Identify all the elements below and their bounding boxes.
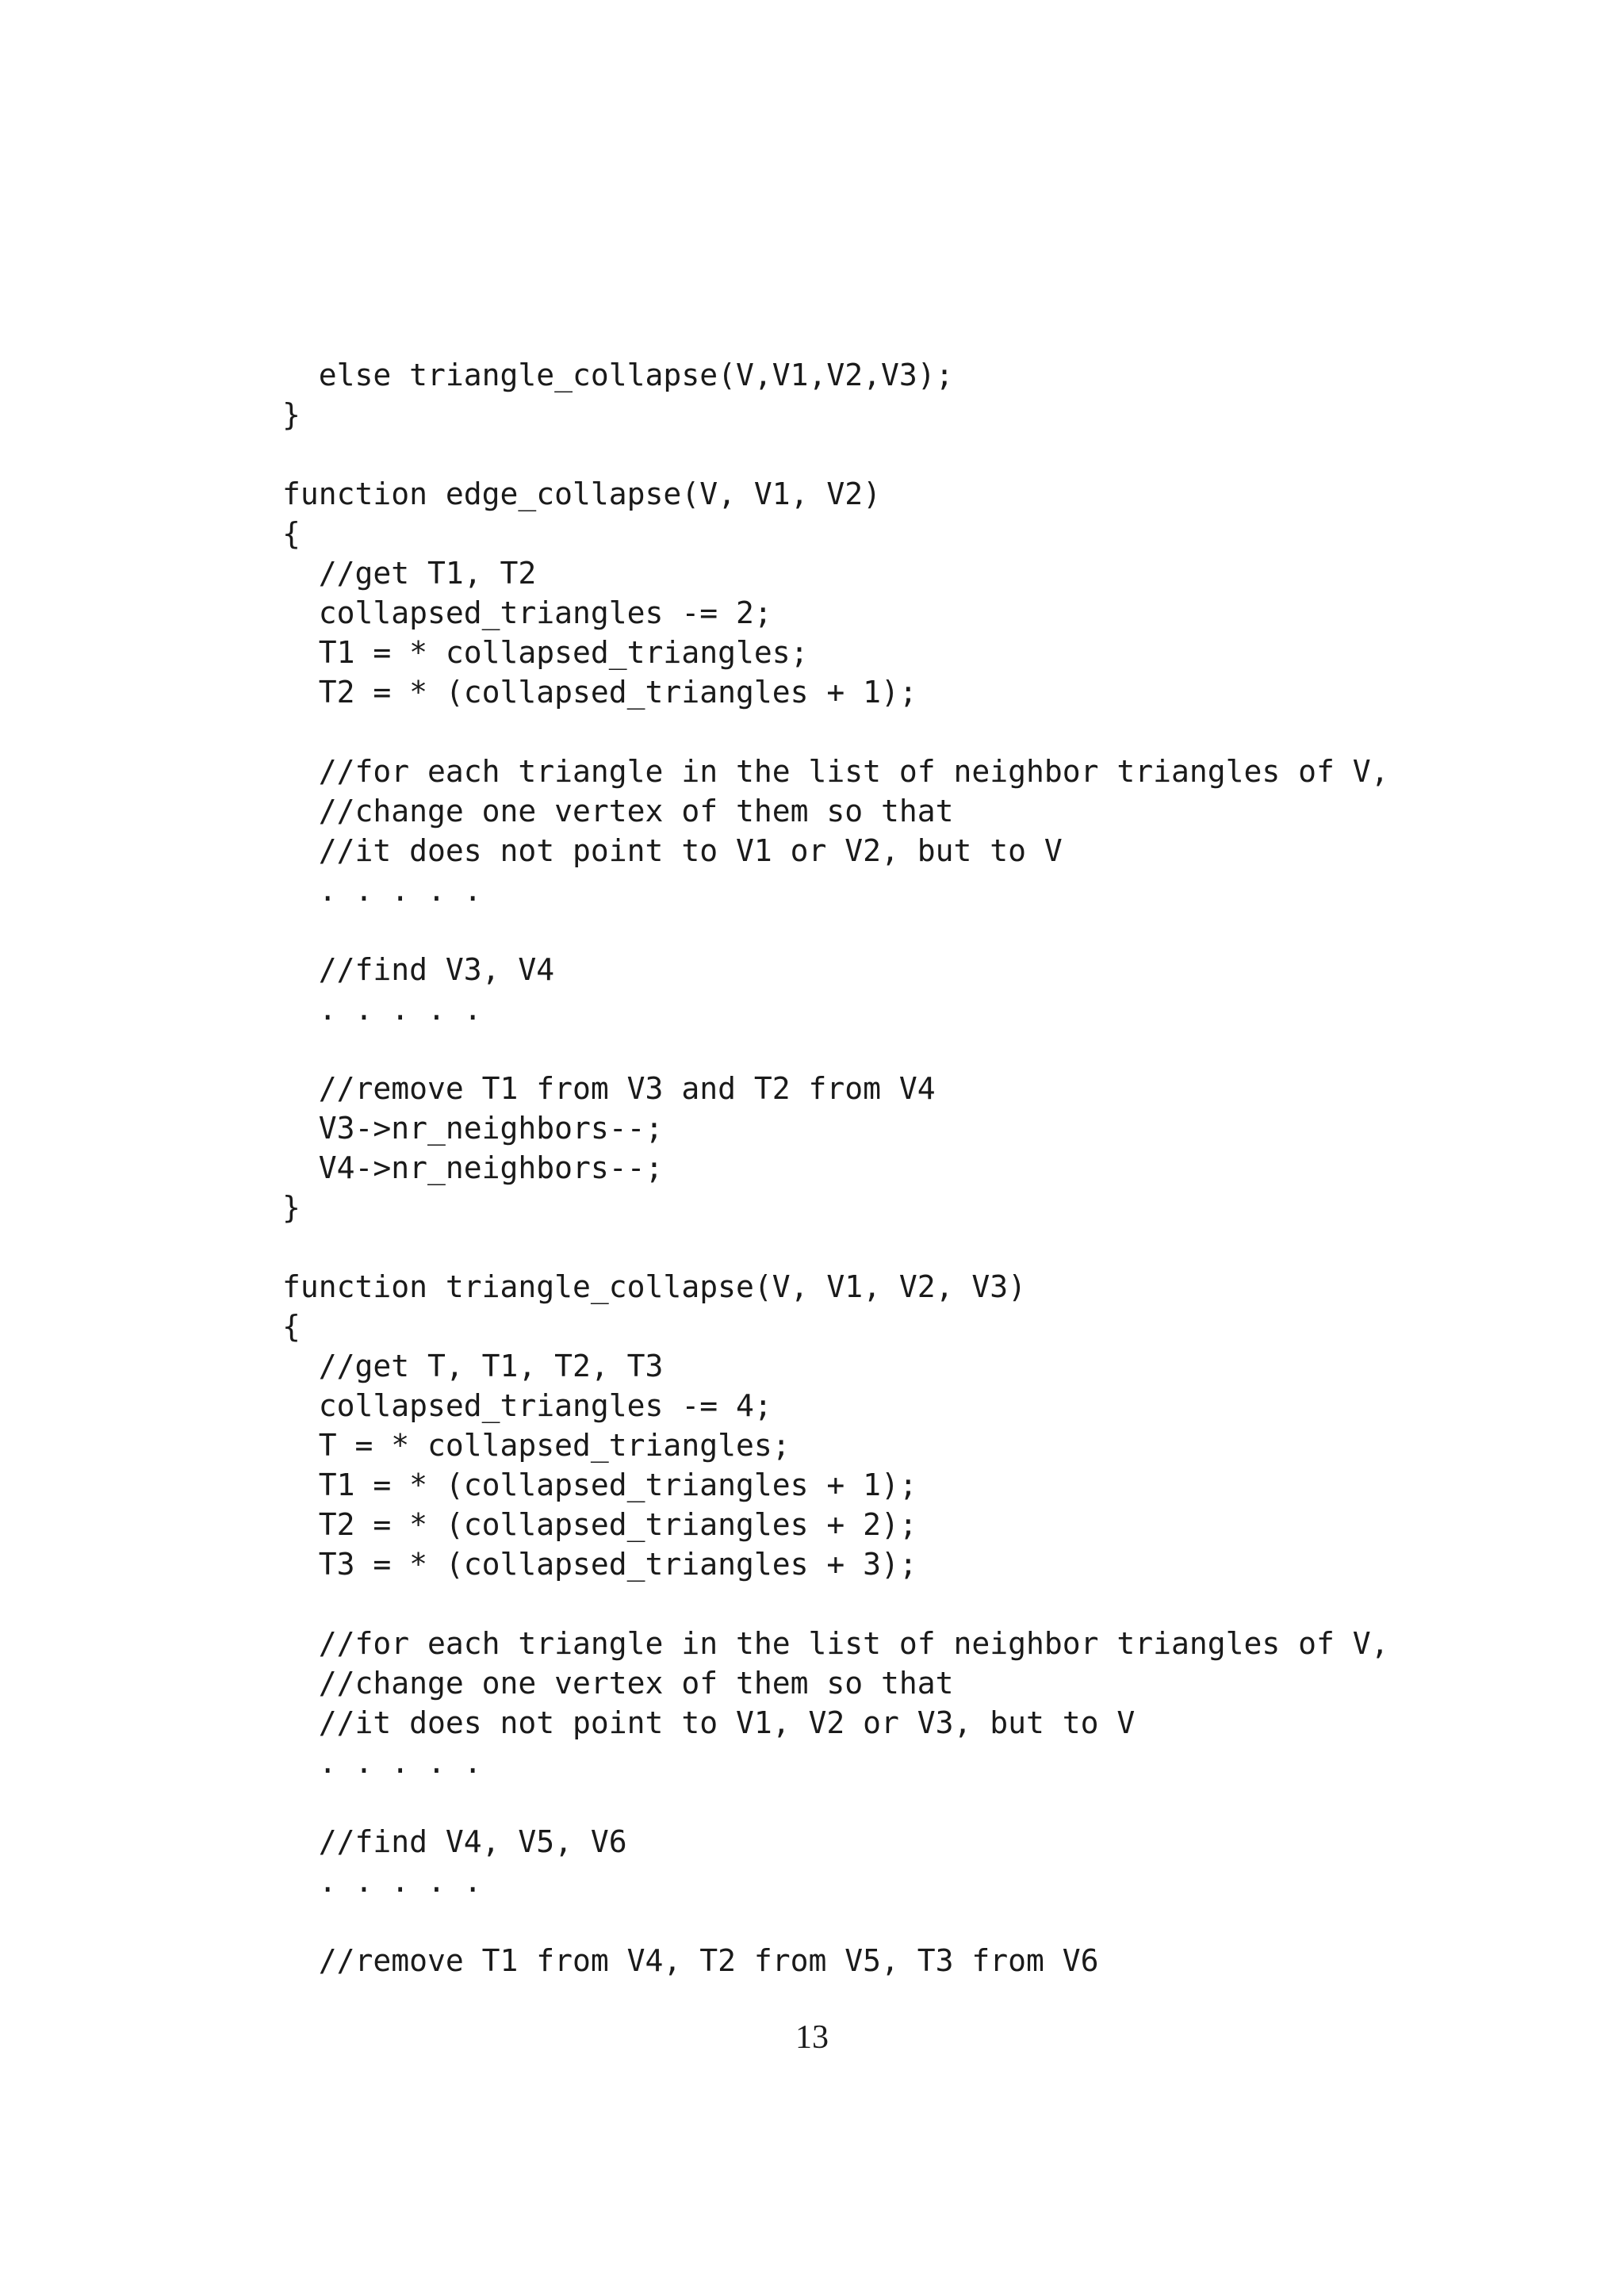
code-line: //find V4, V5, V6 — [282, 1824, 627, 1859]
code-line: . . . . . — [282, 1745, 482, 1780]
code-line: T2 = * (collapsed_triangles + 1); — [282, 675, 917, 710]
code-line — [282, 1782, 1472, 1822]
code-line: . . . . . — [282, 992, 482, 1027]
code-line: } — [282, 1190, 301, 1225]
code-line — [282, 1227, 1472, 1267]
code-line: collapsed_triangles -= 2; — [282, 595, 772, 630]
code-line — [282, 1901, 1472, 1941]
code-line — [282, 910, 1472, 950]
page-number: 13 — [795, 2019, 829, 2056]
code-line: V4->nr_neighbors--; — [282, 1150, 664, 1185]
code-line: function edge_collapse(V, V1, V2) — [282, 476, 881, 511]
code-line: //change one vertex of them so that — [282, 794, 954, 828]
code-line: { — [282, 1309, 301, 1344]
code-line — [282, 434, 1472, 474]
code-line: { — [282, 516, 301, 551]
code-line: //it does not point to V1 or V2, but to V — [282, 833, 1063, 868]
code-line: //for each triangle in the list of neighbor triangles of V, — [282, 754, 1389, 789]
code-line: . . . . . — [282, 873, 482, 908]
code-line: //remove T1 from V3 and T2 from V4 — [282, 1071, 936, 1106]
code-line: //for each triangle in the list of neighbor triangles of V, — [282, 1626, 1389, 1661]
code-line: //remove T1 from V4, T2 from V5, T3 from V6 — [282, 1943, 1099, 1978]
code-line: V3->nr_neighbors--; — [282, 1111, 664, 1146]
code-line: T3 = * (collapsed_triangles + 3); — [282, 1547, 917, 1582]
code-line: . . . . . — [282, 1864, 482, 1899]
code-line: } — [282, 397, 301, 432]
code-line: else triangle_collapse(V,V1,V2,V3); — [282, 358, 954, 392]
code-line — [282, 712, 1472, 752]
code-line: T = * collapsed_triangles; — [282, 1428, 791, 1463]
code-line: collapsed_triangles -= 4; — [282, 1388, 772, 1423]
code-line: function triangle_collapse(V, V1, V2, V3) — [282, 1269, 1026, 1304]
code-line — [282, 1029, 1472, 1069]
code-line: //change one vertex of them so that — [282, 1666, 954, 1701]
code-line: T2 = * (collapsed_triangles + 2); — [282, 1507, 917, 1542]
code-line — [282, 1584, 1472, 1624]
code-line: //get T1, T2 — [282, 556, 537, 591]
code-line: //it does not point to V1, V2 or V3, but to V — [282, 1705, 1136, 1740]
code-line: T1 = * collapsed_triangles; — [282, 635, 809, 670]
code-line: //find V3, V4 — [282, 952, 555, 987]
code-line: T1 = * (collapsed_triangles + 1); — [282, 1468, 917, 1502]
code-line: //get T, T1, T2, T3 — [282, 1349, 664, 1383]
code-listing — [282, 355, 1472, 1980]
